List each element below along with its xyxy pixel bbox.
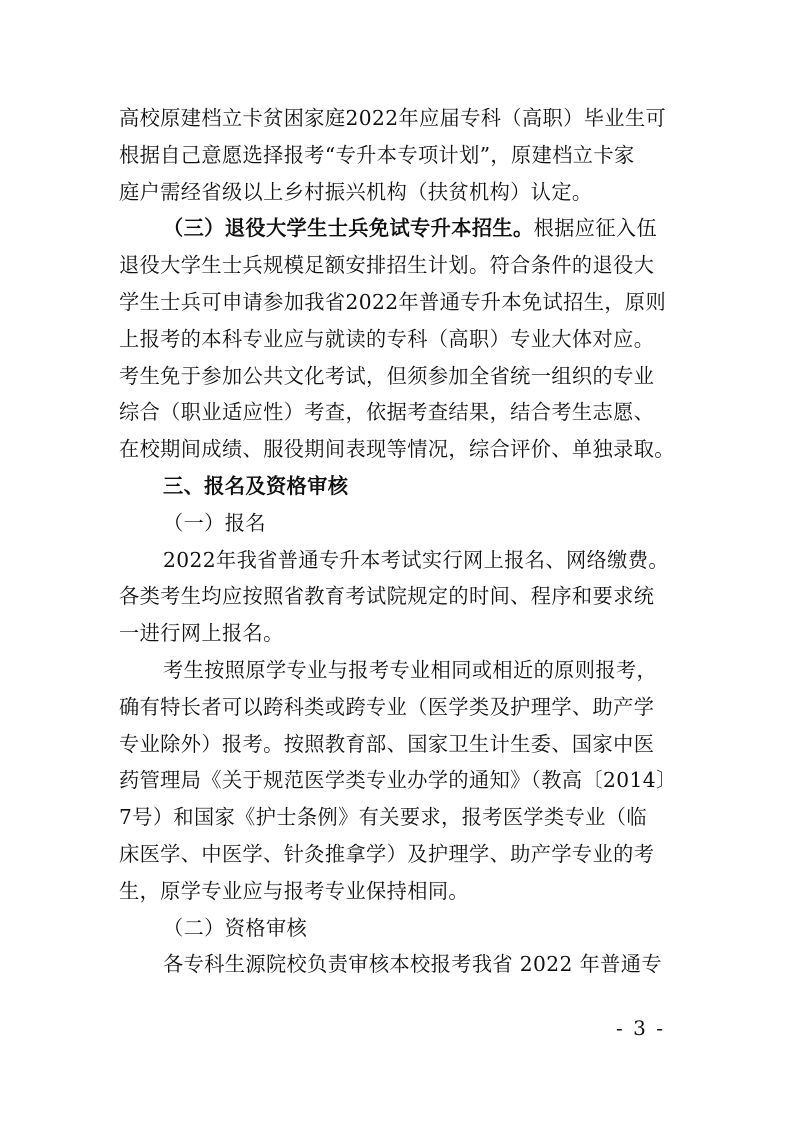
text-run: 根据应征入伍: [533, 216, 658, 241]
text-line: 高校原建档立卡贫困家庭2022年应届专科（高职）毕业生可: [119, 106, 667, 130]
text-line: 确有特长者可以跨科类或跨专业（医学类及护理学、助产学: [119, 694, 655, 719]
body-text: [119, 100, 684, 983]
section-heading: 三、报名及资格审核: [163, 473, 349, 498]
text-line: 考生按照原学专业与报考专业相同或相近的原则报考，: [163, 657, 658, 682]
subsection-heading: （二）资格审核: [163, 915, 308, 940]
text-line: 退役大学生士兵规模足额安排招生计划。符合条件的退役大: [119, 253, 655, 278]
text-line: 一进行网上报名。: [119, 621, 284, 646]
text-line: 药管理局《关于规范医学类专业办学的通知》（教高〔2014〕: [119, 768, 677, 793]
text-line: 生，原学专业应与报考专业保持相同。: [119, 878, 469, 903]
subsection-heading: （一）报名: [163, 510, 266, 535]
subheading-inline: （三）退役大学生士兵免试专升本招生。: [163, 216, 534, 241]
text-line: 2022年我省普通专升本考试实行网上报名、网络缴费。: [163, 547, 669, 572]
text-line: 各专科生源院校负责审核本校报考我省 2022 年普通专: [163, 952, 662, 977]
text-line: 7号）和国家《护士条例》有关要求，报考医学类专业（临: [119, 805, 647, 830]
text-line: 根据自己意愿选择报考“专升本专项计划”，原建档立卡家: [119, 142, 635, 167]
paragraph-with-bold-lead: [119, 210, 684, 247]
text-line: 专业除外）报考。按照教育部、国家卫生计生委、国家中医: [119, 731, 655, 756]
text-line: 床医学、中医学、针灸推拿学）及护理学、助产学专业的考: [119, 841, 655, 866]
page-number: - 3 -: [616, 1016, 665, 1040]
text-line: 综合（职业适应性）考查，依据考查结果，结合考生志愿、: [119, 400, 655, 425]
text-line: 上报考的本科专业应与就读的专科（高职）专业大体对应。: [119, 326, 655, 351]
text-line: 考生免于参加公共文化考试，但须参加全省统一组织的专业: [119, 363, 655, 388]
text-line: 学生士兵可申请参加我省2022年普通专升本免试招生，原则: [119, 289, 667, 314]
text-line: 庭户需经省级以上乡村振兴机构（扶贫机构）认定。: [119, 179, 593, 204]
text-line: 在校期间成绩、服役期间表现等情况，综合评价、单独录取。: [119, 437, 675, 462]
text-line: 各类考生均应按照省教育考试院规定的时间、程序和要求统: [119, 584, 655, 609]
